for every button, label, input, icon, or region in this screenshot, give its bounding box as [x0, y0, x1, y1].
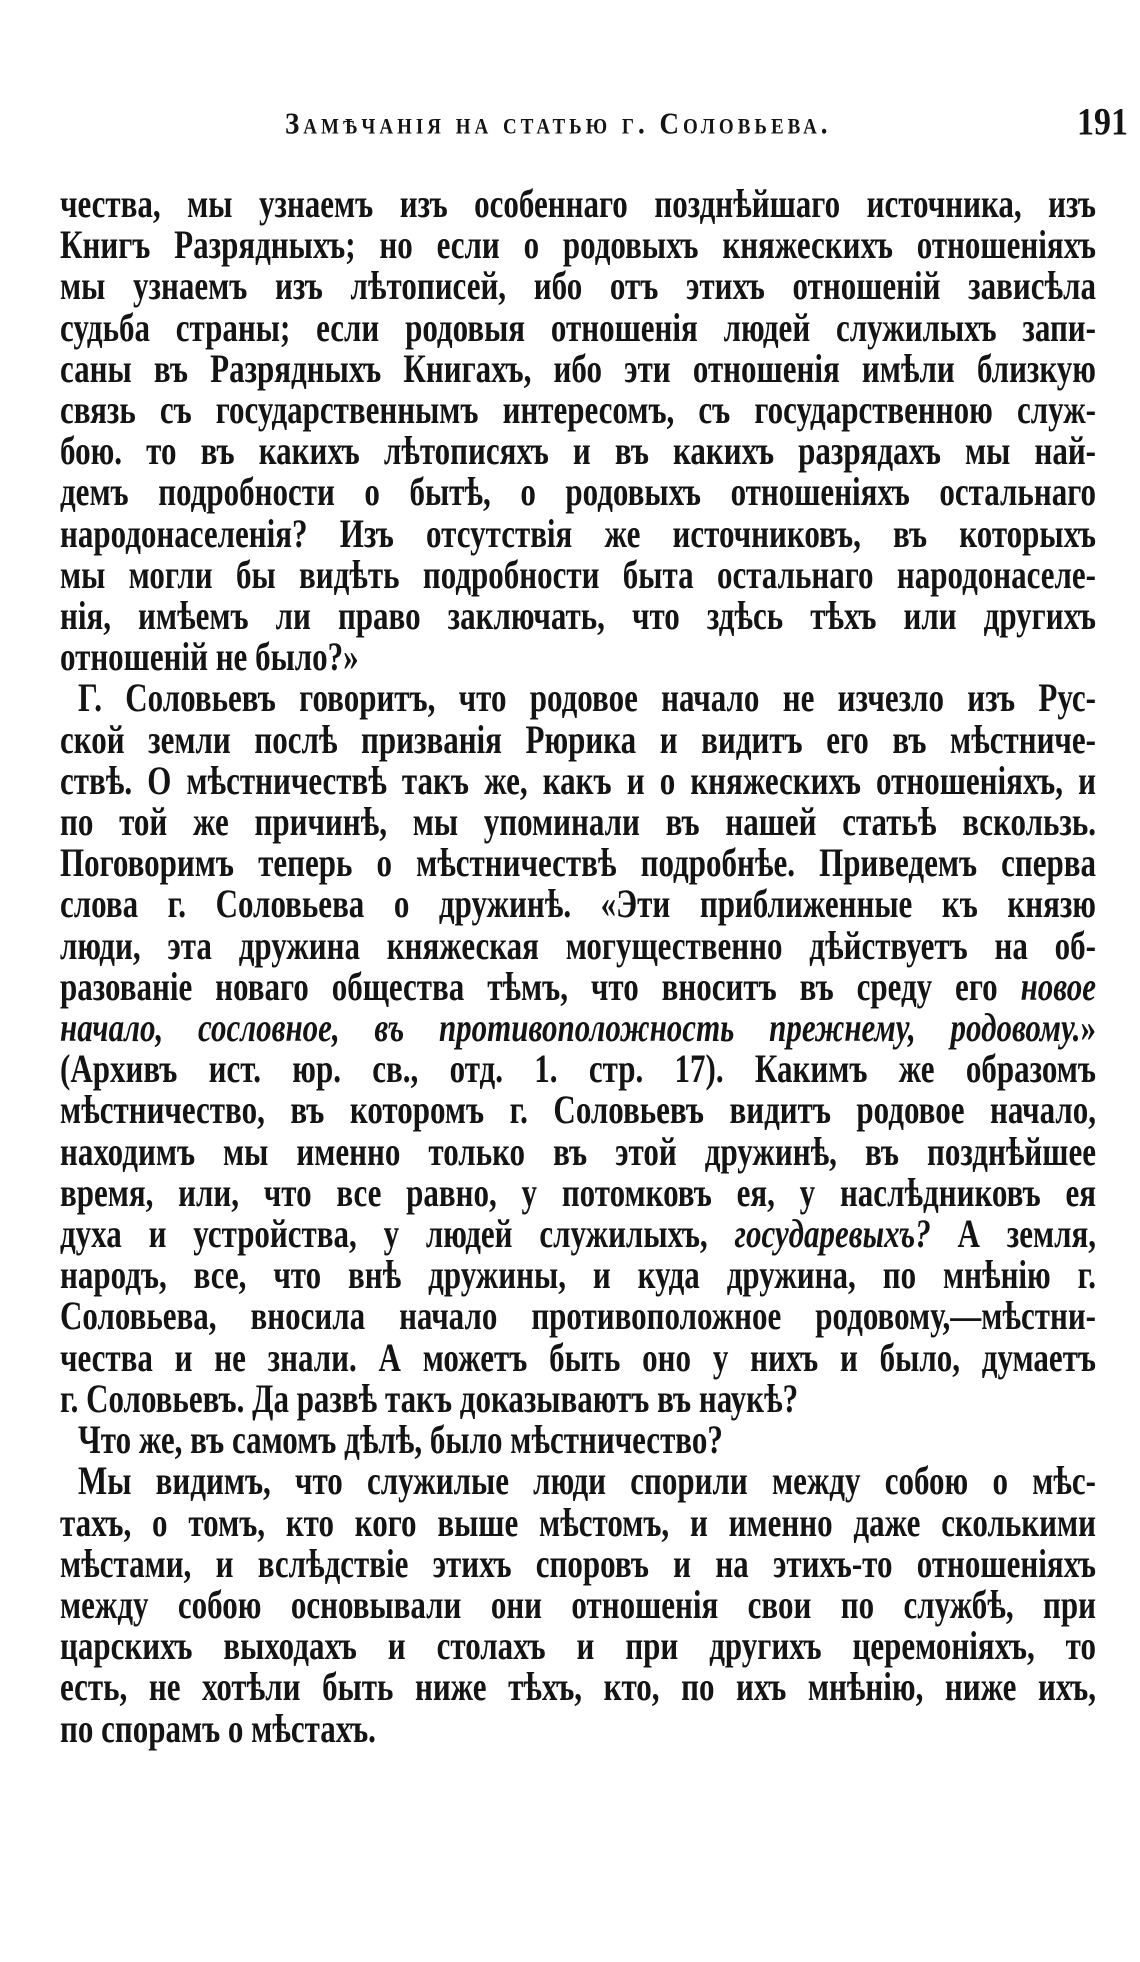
running-head-title: Замѣчанія на статью г. Соловьева.: [285, 105, 832, 141]
text-line: время, или, что все равно, у потомковъ ея, у наслѣдниковъ ея: [60, 1169, 1096, 1215]
text-line: связь съ государственнымъ интересомъ, съ государственною служ-: [60, 387, 1096, 432]
paragraph: [60, 1458, 1096, 1751]
text-line: Мы видимъ, что служилые люди спорили между собою о мѣс-: [78, 1458, 1096, 1504]
text-line: (Архивъ ист. юр. св., отд. 1. стр. 17). Какимъ же образомъ: [60, 1046, 1096, 1092]
text-line: отношеній не было?»: [60, 634, 359, 680]
text-line: слова г. Соловьева о дружинѣ. «Эти приближенные къ князю: [60, 881, 1096, 927]
text-line: по той же причинѣ, мы упоминали въ нашей статьѣ вскользь.: [60, 799, 1096, 844]
text-line: люди, эта дружина княжеская могущественно дѣйствуетъ на об-: [60, 922, 1096, 968]
italic-text: новое: [1020, 963, 1096, 1009]
page-number: 191: [1077, 101, 1128, 144]
text-line: чества, мы узнаемъ изъ особеннаго позднѣйшаго источника, изъ: [60, 181, 1096, 226]
text-line: мѣстничество, въ которомъ г. Соловьевъ видитъ родовое начало,: [60, 1087, 1096, 1133]
text-line: судьба страны; если родовыя отношенія людей служилыхъ запи-: [60, 304, 1096, 350]
text-line: бою. то въ какихъ лѣтописяхъ и въ какихъ разрядахъ мы най-: [60, 428, 1096, 474]
text-segment: А земля,: [930, 1211, 1096, 1256]
italic-text: государевыхъ?: [734, 1211, 931, 1256]
text-line: Поговоримъ теперь о мѣстничествѣ подробнѣе. Приведемъ сперва: [60, 840, 1096, 886]
text-line: нія, имѣемъ ли право заключать, что здѣсь тѣхъ или другихъ: [60, 593, 1096, 638]
page-body: [60, 183, 1096, 1749]
text-line: мы узнаемъ изъ лѣтописей, ибо отъ этихъ отношеній зависѣла: [60, 263, 1096, 309]
text-segment: »: [1080, 1005, 1096, 1050]
text-line: мы могли бы видѣть подробности быта остальнаго народонаселе-: [60, 551, 1096, 597]
italic-text: начало, сословное, въ противоположность прежнему, родовому.: [60, 1005, 1081, 1050]
text-line: тахъ, о томъ, кто кого выше мѣстомъ, и именно даже сколькими: [60, 1499, 1096, 1545]
text-line: Г. Соловьевъ говоритъ, что родовое начало не изчезло изъ Рус-: [78, 675, 1096, 721]
text-line: чества и не знали. А можетъ быть оно у нихъ и было, думаетъ: [60, 1334, 1096, 1380]
text-line: есть, не хотѣли быть ниже тѣхъ, кто, по ихъ мнѣнію, ниже ихъ,: [60, 1664, 1096, 1710]
text-line: ствѣ. О мѣстничествѣ такъ же, какъ и о княжескихъ отношеніяхъ, и: [60, 757, 1096, 803]
text-line: демъ подробности о бытѣ, о родовыхъ отношеніяхъ остальнаго: [60, 469, 1096, 515]
text-line: Соловьева, вносила начало противоположное родовому,—мѣстни-: [60, 1293, 1096, 1339]
text-line: мѣстами, и вслѣдствіе этихъ споровъ и на этихъ-то отношеніяхъ: [60, 1540, 1096, 1586]
text-line: народонаселенія? Изъ отсутствія же источниковъ, въ которыхъ: [60, 510, 1096, 556]
paragraph: [60, 181, 1096, 680]
text-line: ской земли послѣ призванія Рюрика и видитъ его въ мѣстниче-: [60, 716, 1096, 762]
text-line: царскихъ выходахъ и столахъ и при другихъ церемоніяхъ, то: [60, 1623, 1096, 1668]
text-line: находимъ мы именно только въ этой дружинѣ, въ позднѣйшее: [60, 1128, 1096, 1174]
text-segment: духа и устройства, у людей служилыхъ,: [60, 1211, 735, 1256]
text-line: между собою основывали они отношенія свои по службѣ, при: [60, 1581, 1096, 1627]
text-line: Книгъ Разрядныхъ; но если о родовыхъ княжескихъ отношеніяхъ: [60, 222, 1096, 268]
paragraph: [60, 677, 1096, 1419]
text-segment: разованіе новаго общества тѣмъ, что вноситъ въ среду его: [60, 963, 1021, 1009]
text-line: народъ, все, что внѣ дружины, и куда дружина, по мнѣнію г.: [60, 1252, 1096, 1298]
text-line: по спорамъ о мѣстахъ.: [60, 1705, 376, 1751]
text-line: Что же, въ самомъ дѣлѣ, было мѣстничество?: [78, 1417, 723, 1462]
text-line: г. Соловьевъ. Да развѣ такъ доказываютъ въ наукѣ?: [60, 1375, 799, 1421]
text-line: саны въ Разрядныхъ Книгахъ, ибо эти отношенія имѣли близкую: [60, 345, 1096, 391]
